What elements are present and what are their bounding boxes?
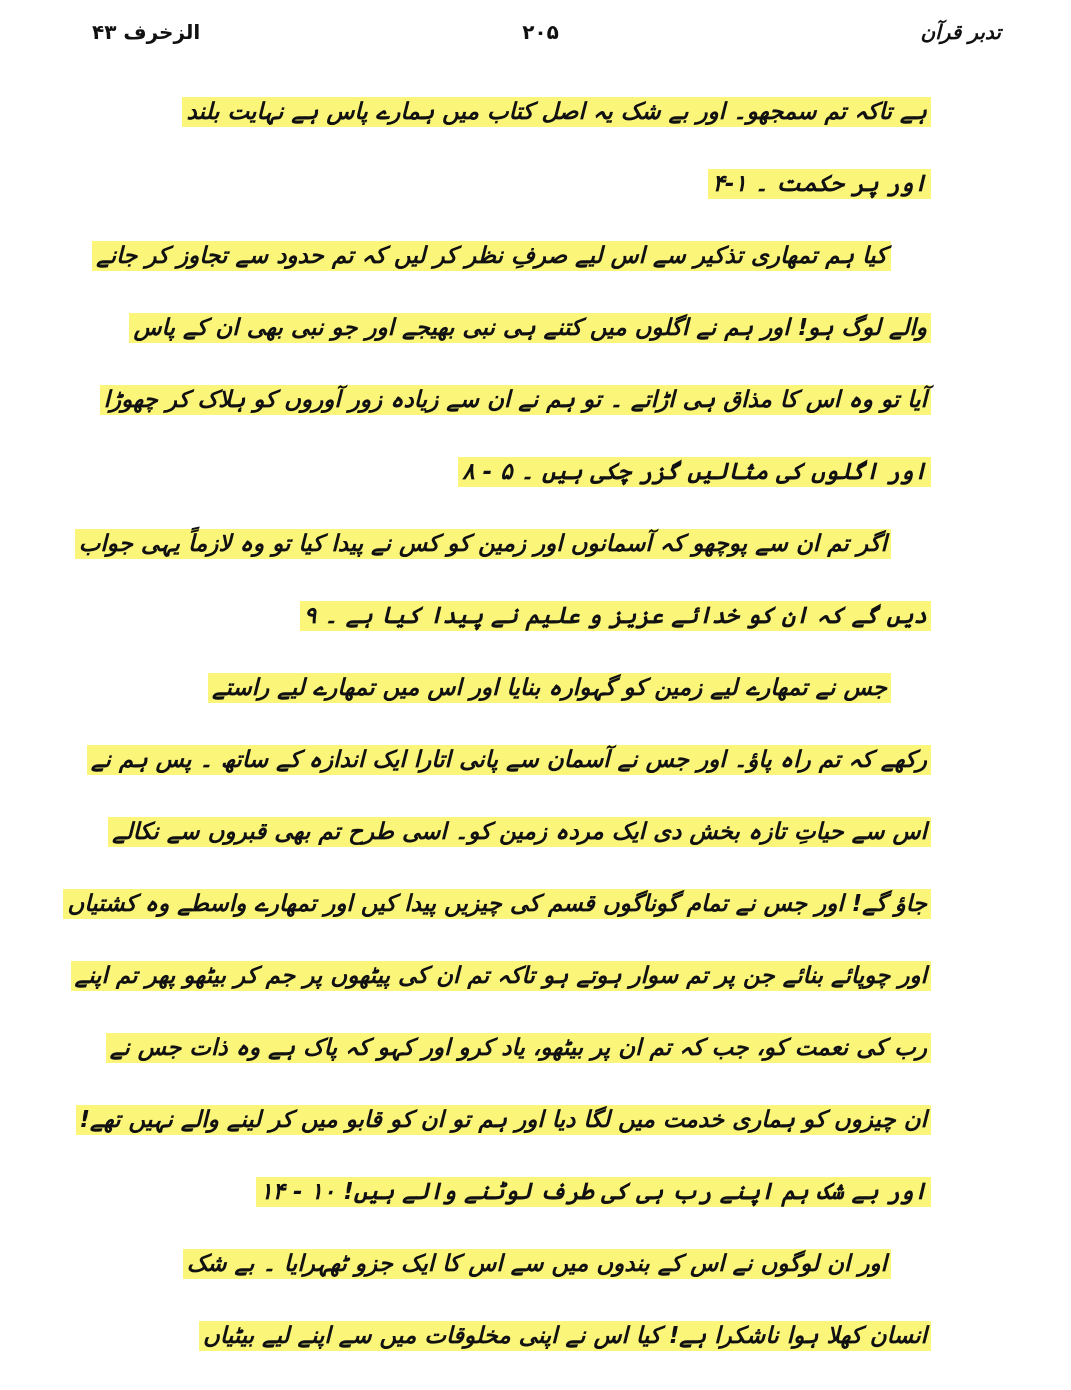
text-line [74,958,931,994]
text-line [170,94,931,130]
text-line [67,886,931,922]
text-line [112,814,931,850]
highlighted-text: والے لوگ ہو! اور ہم نے اگلوں میں کتنے ہی نبی بھیجے اور جو نبی بھی ان کے پاس [129,313,931,343]
highlighted-text: جس نے تمھارے لیے زمین کو گہوارہ بنایا اور اس میں تمھارے لیے راستے [208,673,891,703]
text-line [170,454,931,490]
highlighted-text: آیا تو وہ اس کا مذاق ہی اڑاتے ۔ تو ہم نے ان سے زیادہ زور آوروں کو ہلاک کر چھوڑا [100,385,931,415]
surah-label: الزخرف ۴۳ [92,20,201,44]
highlighted-text: اور بے شک ہم اپنے رب ہی کی طرف لوٹنے والے ہیں! ۱۰ - ۱۴ [256,1177,931,1207]
highlighted-text: اس سے حیاتِ تازہ بخش دی ایک مردہ زمین کو۔ اسی طرح تم بھی قبروں سے نکالے [108,817,931,847]
page-body [67,94,931,1390]
text-line [109,1030,931,1066]
highlighted-text: اگر تم ان سے پوچھو کہ آسمانوں اور زمین کو کس نے پیدا کیا تو وہ لازماً یہی جواب [75,529,891,559]
page-number: ۲۰۵ [522,20,559,44]
text-line [170,166,931,202]
text-line [133,310,931,346]
highlighted-text: ان چیزوں کو ہماری خدمت میں لگا دیا اور ہم تو ان کو قابو میں کر لینے والے نہیں تھے! [76,1105,931,1135]
highlighted-text: اور ان لوگوں نے اس کے بندوں میں سے اس کا ایک جزو ٹھہرایا ۔ بے شک [183,1249,891,1279]
highlighted-text: اور اگلوں کی مثالیں گزر چکی ہیں ۔ ۵ - ۸ [458,457,931,487]
text-line [79,1102,931,1138]
highlighted-text: رکھے کہ تم راہ پاؤ۔ اور جس نے آسمان سے پانی اتارا ایک اندازہ کے ساتھ ۔ پس ہم نے [87,745,931,775]
highlighted-text: دیں گے کہ ان کو خدائے عزیز و علیم نے پیدا کیا ہے ۔ ۹ [300,601,931,631]
highlighted-text: انسان کھلا ہوا ناشکرا ہے! کیا اس نے اپنی مخلوقات میں سے اپنے لیے بیٹیاں [199,1321,931,1351]
book-title: تدبر قرآن [920,20,1001,44]
highlighted-text: اور پر حکمت ۔ ۱-۴ [708,169,931,199]
text-line [91,742,931,778]
highlighted-text: ہے تاکہ تم سمجھو۔ اور بے شک یہ اصل کتاب میں ہمارے پاس ہے نہایت بلند [182,97,931,127]
highlighted-text: اور چوپائے بنائے جن پر تم سوار ہوتے ہو تاکہ تم ان کی پیٹھوں پر جم کر بیٹھو پھر تم اپنے [71,961,931,991]
page-header [80,14,1001,54]
text-line [103,382,931,418]
text-line [170,1318,931,1354]
text-line [96,238,931,274]
highlighted-text: جاؤ گے! اور جس نے تمام گوناگوں قسم کی چیزیں پیدا کیں اور تمھارے واسطے وہ کشتیاں [63,889,931,919]
text-line [170,1174,931,1210]
highlighted-text: رب کی نعمت کو، جب کہ تم ان پر بیٹھو، یاد کرو اور کہو کہ پاک ہے وہ ذات جس نے [106,1033,931,1063]
text-line [170,670,931,706]
text-line [170,598,931,634]
text-line [170,1246,931,1282]
text-line [78,526,931,562]
highlighted-text: کیا ہم تمھاری تذکیر سے اس لیے صرفِ نظر کر لیں کہ تم حدود سے تجاوز کر جانے [92,241,891,271]
